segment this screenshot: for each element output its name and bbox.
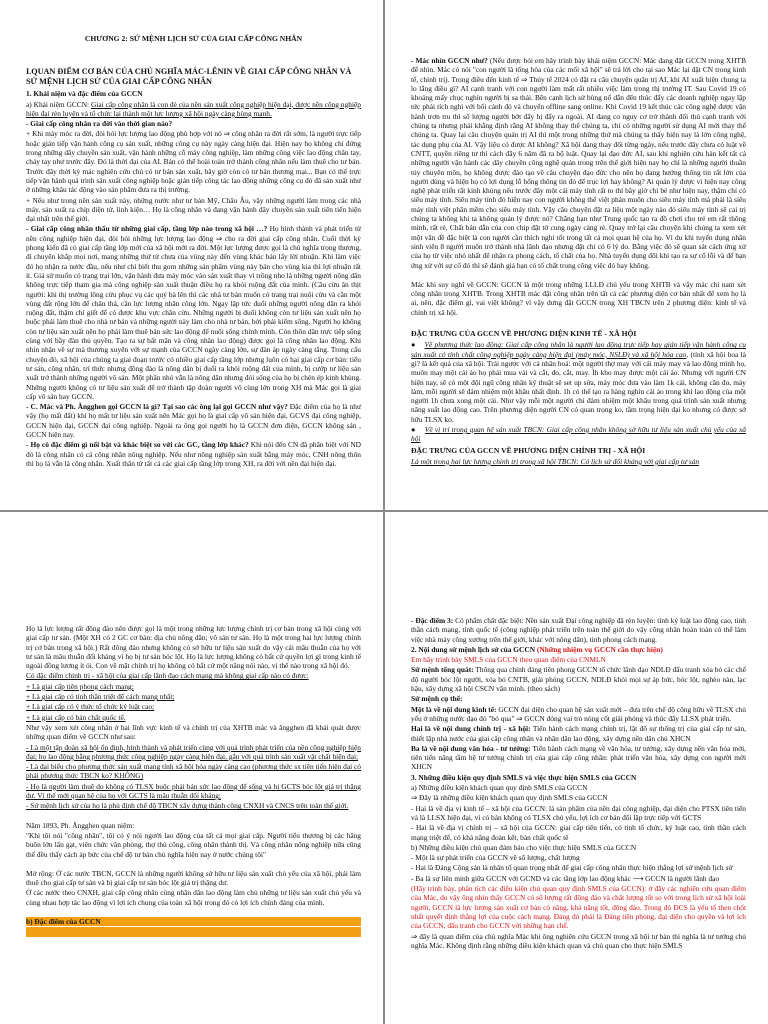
note: Là một trong hai lực lượng chính trị trong xã hội TBCN: Có lịch sử đối kháng với giai cấp tư sản xyxy=(411,456,700,466)
label: Sứ mệnh cụ thể: xyxy=(411,694,463,704)
label: a) Khái niệm GCCN: xyxy=(26,99,91,109)
paragraph xyxy=(26,402,361,439)
list-item: - Ba là sự liên minh giữa GCCN với GCND và các tầng lớp lao động khác ⟶ GCCN là người lãnh đạo xyxy=(411,873,720,883)
paragraph xyxy=(26,224,361,401)
paragraph xyxy=(411,744,746,772)
list-item: - Là một tập đoàn xã hội ổn định, hình thành và phát triển cùng với quá trình phát triển của nền công nghiệp hiện đại; họ lao động bằng phương thức công nghiệp ngày càng hiện đại, gắn với quá trình sản xuất vật chất hiện đại; xyxy=(26,742,361,761)
list-item: + Là giai cấp có tính thần triệt để cách mạng nhất; xyxy=(26,692,175,702)
paragraph xyxy=(411,425,746,444)
list-item: - Sứ mệnh lịch sử của họ là phủ định chế độ TBCN xây dựng thành công CNXH và CNCS trên toàn thế giới. xyxy=(26,801,349,811)
bullet-icon: ● xyxy=(411,340,425,350)
answer: , (tính xã hội hoa là gì? là kết quả của xã hội. Trái ngược với cá nhân hoá: một người thợ may với cái máy may và lao động mình họ, muôn may một cái áo họ phải mua vải và cắt, đo, cắt, may. Ìh kho may được một cái áo. Nhưng với người CN hiện nay, sẽ có một đội ngũ công nhân kỹ thuật sẽ set up sửa, máy móc đưa vào làm 1k cái, không cần đo, máy làm, mỗi người sẽ đảm nhiệm một khâu nhất định. 1h có thể tạo ra hàng nghìn cái áo trong khi lao động của một người 1h chưa xong một cái. Như vậy mỗi một người chỉ đảm nhiệm một khâu trong quá trình sản xuất nhưng năng suất lao động cao. Trên phương diện người CN có quan trọng ko, tầm trọng hiện đại ko nhưng có được sở hữu TLSX ko. xyxy=(411,349,747,424)
answer: Tiến hành cách mạng chính trị, lật đổ sự thống trị của giai cấp tư sản, thiết lập nhà nước của giai cấp công nhân và nhân dân lao động, xây dựng nền dân chủ XHCN xyxy=(411,724,746,743)
question: - Giai cấp công nhân thấu từ những giai cấp, tầng lớp nào trong xã hội …? xyxy=(26,224,268,234)
document-page-4 xyxy=(385,512,768,1024)
paragraph: Ở các nước theo CNXH, giai cấp công nhân cùng nhân dân lao động làm chủ những tư liệu sản xuất chủ yếu và cùng nhau hợp tác lao động vì lợi ích chung của toàn xã hội trong đó có lợi ích chính đáng của mình. xyxy=(26,888,361,907)
section-heading: ĐẶC TRƯNG CỦA GCCN VỀ PHƯƠNG DIỆN KINH TẾ - XÃ HỘI xyxy=(411,329,637,339)
document-page-1 xyxy=(0,0,383,510)
answer: Đặc điểm của họ là như vậy (họ mất đất) khi họ mất tư liệu sản xuất nên Mác gọi họ là giai cấp vô sản hiện đại, GCVS đại công nghiệp, GCCN hiện đại, GCCN đại công nghiệp. Ngoài ra ông gọi người họ là GCCN đơn điện, GCCN không sản , GCCN hiện nay. xyxy=(26,402,362,439)
chapter-title: CHƯƠNG 2: SỨ MỆNH LỊCH SỬ CỦA GIAI CẤP CÔNG NHÂN xyxy=(84,34,303,43)
paragraph xyxy=(411,665,746,693)
subsection-title: 2. Nội dung sứ mệnh lịch sử của GCCN xyxy=(411,644,536,654)
quote: "Khi tôi nói "công nhân", tôi có ý nói người lao động của tất cả mọi giai cấp. Người tiểu thương bị các hãng buôn lớn lấn gạt, viên chức văn phòng, thợ thủ công, công nhân thành thị. Và công nhân nông nghiệp nữa cũng thế đều thấy cách áp bức của chế độ tư bản chủ nghĩa hiện nay ở nước chúng tôi" xyxy=(26,830,361,859)
question: - Mác nhìn GCCN như? xyxy=(411,56,488,65)
subsection-title: 1. Khái niệm và đặc điểm của GCCN xyxy=(26,89,143,99)
underlined-text: Giai cấp công nhân là con đẻ của nền sản xuất công nghiệp hiện đại, được nền công nghiệp hiện đại rèn luyện và tổ chức lại thành một lực lượng xã hội ngày càng hùng mạnh. xyxy=(26,99,361,118)
list-item: + Là giai cấp có ý thức tổ chức kỷ luật cao; xyxy=(26,702,155,712)
paragraph xyxy=(26,100,361,119)
paragraph: ⇒ đây là quan điểm của chủ nghĩa Mác khi ông nghiên cứu GCCN trong xã hội tư bản thì nghĩa là tư tưởng chủ nghĩa Mác. Không định rằng những điều kiện khách quan và chủ quan cho thực hiện SMLS xyxy=(411,931,746,950)
label: Ba là về nội dung văn hóa - tư tưởng: xyxy=(411,743,531,753)
red-note: Em hãy trình bày SMLS của GCCN theo quan điểm của CNMLN xyxy=(411,655,606,665)
paragraph: Mác khi suy nghĩ về GCCN: GCCN là một trong những LLLĐ chủ yếu trong XHTB và vậy mác chỉ nam xét công nhân trong XHTB. Trong XHTB mác đặt công nhân trên tất cả các phương diện cơ bản nhất để xem họ là ai, nên, đặc điểm gì, vai việt không? vì vậy dưng đặt GCCN trong XH TBCN trên 2 phương diện: kinh tế và chính trị xã hội. xyxy=(411,279,746,317)
underlined-text: Về vị trí trong quan hệ sản xuất TBCN: Giai cấp công nhân không sở hữu tư liệu sản xuất chủ yếu của xã hội xyxy=(411,424,746,444)
list-item: - Hai là về địa vị chính trị – xã hội của GCCN: giai cấp tiên tiến, có tinh tổ chức, kỷ luật cao, tinh thần cách mạng triệt để, có khả năng đoàn kết, bản chất quốc tế xyxy=(411,823,746,842)
question: - Họ có đặc điểm gì nổi bật và khác biệt so với các GC, tầng lớp khác? xyxy=(26,440,249,450)
list-item: - Hai là về địa vị kinh tế – xã hội của GCCN: là sản phẩm của nền đại công nghiệp, đại diện cho PTSX tiên tiến và là LLSX hiện đại, vì có bản không có TLSX chủ yếu, lợi ích cơ bản đối lập trực tiếp với GCTS xyxy=(411,803,746,822)
list-item: - Họ là người làm thuê do không có TLSX buộc phải bán sức lao động để sống và bị GCTS bóc lột giá trị thặng dư. Vì thế mới quan hệ của họ với GCTS là mâu thuẫn đối kháng; xyxy=(26,781,361,801)
document-page-3 xyxy=(0,512,383,1024)
paragraph xyxy=(411,616,746,644)
paragraph: Năm 1893, Ph. Ăngghen quan niệm: xyxy=(26,820,135,830)
paragraph xyxy=(411,705,746,724)
answer: Khi nói đến CN đã phân biệt với ND đó là công nhân có cả công nhân nông nghiệp. Nếu như nông nghiệp sản xuất bằng máy móc, CNH nông thôn thì họ là vẫn là công nhân. Xuất thân từ tất cả các giai cấp tầng lớp trong XH, ra đời với nền đại hiện đại. xyxy=(26,440,361,468)
answer: Thông qua chính đảng tiên phong GCCN tổ chức lãnh đạo NDLĐ đấu tranh xóa bỏ các chế độ người bóc lột người, xóa bỏ CNTB, giải phóng GCCN, NDLĐ khỏi mọi sự áp bức, bóc lột, nghèo nàn, lạc hậu, xây dựng xã hội CSCN văn minh. (theo sách) xyxy=(411,665,746,694)
paragraph: Họ là lực lượng rất đông đảo nên được gọi là một trong những lực lượng chính trị cơ bản trong xã hội cùng với giai cấp tư sản. (Một XH có 2 GC cơ bản: địa chủ nông dân; vô sản tư sản. Họ là một trong hai lực lượng chính trị cơ bản trong xã hội.) Rất đông đảo nhưng không có sở hữu tư liệu sản xuất do vậy cái mâu thuẫn của họ với tư sản là mâu thuẫn đối kháng vì họ bị tư sản bóc lột. Họ là lực lượng không có bất cứ quyền lợi gì trong kinh tế ngoài đồng lương ít ỏi. Con về mặt chính trị họ không có bất cứ một năng nói nào, vị thế nào trong xã hội đó. xyxy=(26,624,361,671)
paragraph: a) Những điều kiện khách quan quy định SMLS của GCCN xyxy=(411,783,588,793)
list-item: + Là giai cấp tiên phong cách mạng; xyxy=(26,681,134,691)
paragraph: ⇒ Đây là những điều kiện khách quan quy định SMLS của GCCN xyxy=(411,793,608,803)
subsection-title: 3. Những điều kiện quy định SMLS và việc thực hiện SMLS của GCCN xyxy=(411,772,637,782)
section-heading: I.QUAN ĐIỂM CƠ BẢN CỦA CHỦ NGHĨA MÁC-LÊNIN VỀ GIAI CẤP CÔNG NHÂN VÀ SỨ MỆNH LỊCH SỬ CỦA GIAI CẤP CÔNG NHÂN xyxy=(26,67,352,87)
answer: Họ hình thành và phát triển từ nền công nghiệp hiện đại, đòi hỏi những lực lượng lao động ⇒ cho ra đời giai cấp công nhân. Cuối thời kỳ phong kiến đã có giai cấp tầng lớp mới của xã hội mới ra đời. Một lực lượng được gọi là chủ nghĩa trọng thương, đi chuyên khắp mọi nơi, mang những thứ từ chưa của vùng này đến vùng khác bán lấy lời nhuận. Khi làm việc đó họ nhận ra nước đầu, nếu như chỉ biết thu gom những sản phẩm vùng này bán cho vùng kia thì lợi nhuận rất ít. Giả sử muốn có trang trại lớn, vận hành đưa máy móc vào sản xuất thay vì trồng nho là những người nông dân không trực tiếp tham gia mà công nghiệp sản xuất thuận điều họ ra khỏi ruộng đất của mình. (Câu cừu ăn thịt người: khi thị trường lông cừu phục vụ các quý bà lên thì các nhà tư bản muốn có trang trại nuôi cừu và cần một vùng đất rộng lớn để chăn thả, cần lực lượng nhân công lớn. Ngay lập tức đuổi những người nông dân ra khỏi ruộng đất, thậm chí giết để có được khu vực chăn cừu. Những người bị đuổi không còn tư liệu sản xuất nên họ buộc phải làm thuê cho nhà tư bản và những người này làm cho nhà tư bản, bởi phải kiếm sống. Người họ không còn tư liệu sản xuất nên họ phải làm thuê bán sức lao động để nuôi sống chính mình. Còn thôn dân trực tiếp sống cùng với bầy đàn thủ quyền. Tạo ra sự bất mãn và công nhân lao động) được gọi là công nhân lao động. Khi nhìn nhận về sự mà thương xuyên với sự mạnh của GCCN ngày càng lớn, sự đàn áp ngày càng tăng. Trong cấu chuyện đó, xã hội của chúng ta giai đoạn trước có nhiều giai cấp tầng lớp nhưng luôn có hai giai cấp cơ bản: tiểu tư sản, công nhân, trí thức nhưng đông đảo là nông dân bị đuổi ra khỏi ruộng đất của mình, bị cướp tư liệu sản xuất trở thành những người vô sản. Một phần nhỏ vẫn là nông dân nhưng đói sống của họ bị chèn ép kinh khủng. Những người không có tư liệu sản xuất để trở thành tập đoàn người vô cùng lớn trong XH mà Mác gọi là giai cấp vô sản hay GCCN. xyxy=(26,224,362,401)
label: Một là về nội dung kinh tế: xyxy=(411,704,497,714)
list-item: - Hai là Đảng Cộng sản là nhân tố quan trọng nhất để giai cấp công nhân thực hiện thắng lợi sứ mệnh lịch sử xyxy=(411,863,733,873)
paragraph: b) Những điều kiện chủ quan đảm bảo cho việc thực hiện SMLS của GCCN xyxy=(411,842,637,852)
paragraph: + Khi máy móc ra đời, đòi hỏi lực lượng lao động phù hợp với nó ⇒ công nhân ra đời rất sớm, là người trực tiếp hoặc gián tiếp vận hành công cụ sản xuất, những công cụ này ngày càng hiện đại. Hiện nay họ không chỉ đứng trong những dây chuyền sản xuất, vận hành những cỗ máy công nghiệp, làm những công việc lao động chân tay, chảy tay như trước đây. Đó là thời đại của AI. Bản có thể hoài toàn trở thành công nhân nếu làm thuê cho tư bản. Trước đây thời kỳ mác nghiên cứu chủ có tư bản sản xuất, bây giờ còn có tư bản thương mại... Bạn có thể trực tiếp vận hành quá trình sản xuất công nghiệp hoặc gián tiếp công tác lao động những công cụ đó đã sản xuất như ở những khâu tác động vào sản phẩm đưa ra thị trường. xyxy=(26,129,361,195)
paragraph xyxy=(411,724,746,743)
question: - C. Mác và Ph. Ăngghen gọi GCCN là gì? Tại sao các ông lại gọi GCCN như vậy? xyxy=(26,402,288,412)
answer: Tiến hành cách mạng về văn hóa, tư tưởng, xây dựng nền văn hóa mới, tiên tiến nâng tầm hệ tư tưởng chính trị của giai cấp công nhân: phát triển văn hóa, xây dựng con người mới XHCN xyxy=(411,743,747,772)
paragraph xyxy=(26,440,361,468)
paragraph xyxy=(411,56,746,270)
label: Hai là về nội dung chính trị - xã hội: xyxy=(411,724,531,734)
paragraph: Như vậy xem xét công nhân ở hai lĩnh vực kinh tế và chính trị của XHTB mác và ăngghen đã khái quát được những quan điểm về GCCN như sau: xyxy=(26,722,361,742)
list-item: - Là đại biểu cho phương thức sản xuất mang tính xã hội hóa ngày càng cao (phương thức sx tiên tiến hiện đại có phải phương thức TBCN ko? KHÔNG) xyxy=(26,762,361,781)
highlight-bar xyxy=(26,927,361,937)
underlined-text: Về phương thức lao động: Giai cấp công nhân là người lao động trực tiếp hay gián tiếp vận hành công cụ sản xuất có tính chất công nghiệp ngày càng hiện đại (máy móc, NSLĐ) và xã hội hóa cao xyxy=(411,340,746,359)
section-heading: ĐẶC TRƯNG CỦA GCCN VỀ PHƯƠNG DIỆN CHÍNH TRỊ - XÃ HỘI xyxy=(411,445,646,455)
document-page-2 xyxy=(385,0,768,510)
list-item: - Một là sự phát triển của GCCN về số lượng, chất lượng xyxy=(411,853,580,863)
red-note: (Hãy trình bày, phân tích các điều kiện chủ quan quy định SMLS của GCCN): ở đây các nghiên cứu quan điểm của Mác, do vậy ông nhìn thấy GCCN có số lượng rất đông đảo và chất lượng tốt so với trong lịch sử xã hội loài người, GCCN là lực lượng sản xuất cơ bản có năng, khả năng tốt, đông đảo. Trong đó ĐCS là yếu tố then chốt nhất quyết định thắng lợi của cuộc cách mạng. Đảng đó phải là Đảng tiên phong, đại diện cho quyền và lợi ích của GCCN, đấu tranh cho GCCN với những hạn chế. xyxy=(411,884,746,931)
red-note: (Những nhiệm vụ GCCN cần thực hiện) xyxy=(535,644,663,654)
paragraph: Có đặc điểm chính trị - xã hội của giai cấp lãnh đạo cách mạng mà không giai cấp nào có được: xyxy=(26,671,309,681)
answer: (Nếu được hỏi em hãy trình bày khái niệm GCCN: Mác đang đặt GCCN trong XHTB để nhìn. Mác có nói "con người là tổng hòa của các mối xã hội" sẽ trả lời cho tại sao Mác lại đặt CN trong kinh tế, chính trị). Trong điều đến kinh tế ⇒ Thủy tế 2024 có đặt ra câu chuyện quân trị AI, khi AI xuất hiện chung ta lo lắng điều gì? AI cạnh tranh với con người làm mất rất nhiều việc làm trong thị trường IT. Sau Covid 19 có khoảng mấy chục nghìn người bị sa thải. Bên cạnh lịch sử bùng nổ dẫn đến thúc đẩy các doanh nghiệp ngay lập tức phải tích nghi với bối cảnh đó và chuyển offline sang online. Khi Covid 19 kết thúc các công nghệ được vận hành trơn tru thì số lượng người bớt đẩy bị đẩy ra ngoài. AI đang co nguy cơ trở thành đối thủ cạnh tranh với chúng ta nhưng phải khẳng định rằng AI không thay thế chúng ta, chỉ có những người sử dụng AI mới thay thế chúng ta. Quay lại câu chuyện quản trị AI thì một trong những thứ mà chúng ta thấy hiện nay là lớn công nghệ, tác dụng phụ của AI. Vậy liệu có được AI không? Xã hội đang thay đổi từng ngày, nếu trước đây chưa có luật về CNTT, quyền riêng tư thì cách đây 6 năm đã ra bộ luật. Quay lại đạo đức AI, sau khi nghiên cứu hàn kết tất cả những người vận hành các dây chuyền công nghệ quản trong trên thế giới hiện nay họ chỉ là những người thuần túy chuyên môn, họ không được đào tạo về câu chuyện đạo đức cho nên họ đang hướng thông tin rất lớn của người dùng và hiện họ có lợi dụng lỗ hổng thông tin đó để trục lợi hay không? Ai quản lý được vì hiện nay công nghệ phát triển rất kinh khủng nếu trước đây một cái máy tính rất to thì bây giờ chỉ bé như hiện nay, thậm chí có siêu máy tính. Siêu máy tính đó hiện nay con người không thể việt phản muôn cho siêu máy tính mà phải là siêu máy tính việt phân mềm cho siêu máy tính. Vậy câu chuyện đặt ra liệu một ngày nào đó siêu máy tính sẽ cai trị chúng ta không khi ta không quản lý được nó? Chẳng hạn như Trung quốc tạo ra đồ chơi cho trẻ em rất thông minh, rất rẻ. Chất bản dẫn của con chip đặt tờ cung ngày càng rẻ. Quay trở lại câu chuyện khi chúng ta xem xét một văn đề đặc biệt là con người cần thích nghi tốt trong tất cả mọi quan hệ của họ. Vì du khi tuyển dụng nhân sinh viên 8 người muốn trở thành nhà lãnh đạo nhưng đặt chỉ có 6 lý do. Bằng việc đó sẽ quan sát cách ứng xử của họ từ việc nhỏ nhất để nhận ra phong cách, tố chất của họ. Nhà tuyển dụng đôi khi tạo ra sự cố lỗi và để bạn ứng xử với sự cố đó thì sẽ đánh giá bạn có tố chất trong công việc đó hay không. xyxy=(411,56,746,270)
question: - Giai cấp công nhân ra đời vào thời gian nào? xyxy=(26,119,173,129)
label: Sứ mệnh tổng quát: xyxy=(411,665,474,675)
bullet-icon: ● xyxy=(411,424,425,434)
paragraph: + Nếu như trong nền sản xuất này, những nước như tư bản Mỹ, Châu Âu, vậy những người làm trong các nhà máy, sản xuất ra chíp điện tử, linh kiện… Họ là công nhân và đang vận hành dây chuyền sản xuất tiên tiến hiện đại nhất trên thế giới. xyxy=(26,195,361,224)
paragraph xyxy=(411,340,746,424)
answer: GCCN đại diện cho quan hệ sản xuất mới – đưa trên chế độ công hữu về TLSX chủ yếu ở những nước đạo đó "bỏ qua" ⇒ GCCN đóng vai trò nòng cốt giải phóng và thúc đẩy LLSX phát triển. xyxy=(411,704,746,723)
answer: Có phẩm chất đặc biệt: Nền sản xuất Đại công nghiệp đã rèn luyện: tính kỷ luật lao động cao, tinh thần cách mạng, tính quốc tế (công nghiệp phát triển trên toàn thế giới do vậy công nhân hoàn toàn có thể làm việc nhà máy công xưởng trên thế giới, khác với nông dân), tinh phong cách mạng. xyxy=(411,616,747,644)
label: - Đặc điểm 3: xyxy=(411,616,454,625)
paragraph: Mở rộng: Ở các nước TBCN, GCCN là những người không sở hữu tư liệu sản xuất chủ yếu của xã hội, phải làm thuê cho giai cấp tư sản và bị giai cấp tư sản bóc lột giá trị thặng dư. xyxy=(26,868,361,888)
paragraph xyxy=(411,645,746,654)
list-item: + Là giai cấp có bản chất quốc tế. xyxy=(26,712,126,722)
highlighted-heading: b) Đặc điểm của GCCN xyxy=(26,917,361,926)
